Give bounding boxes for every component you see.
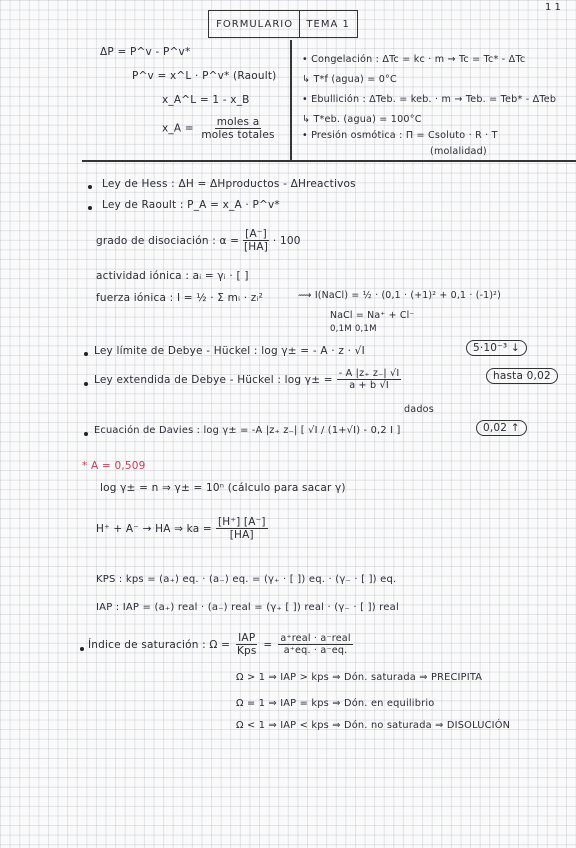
kps-formula: KPS : kps = (a₊) eq. · (a₋) eq. = (γ₊ · [ ]) eq. · (γ₋ · [ ]) eq. <box>96 574 397 585</box>
iap-formula: IAP : IAP = (a₊) real · (a₋) real = (γ₊ [ ]) real · (γ₋ · [ ]) real <box>96 602 399 613</box>
davies-equation: Ecuación de Davies : log γ± = -A |z₊ z₋| [ √I / (1+√I) - 0,2 I ] <box>94 425 401 436</box>
debye-ext-den: a + b √I <box>349 380 389 391</box>
debye-huckel-limit-range: 5·10⁻³ ↓ <box>466 342 527 354</box>
molar-fraction-lhs: x_A = <box>162 122 194 135</box>
title-right: TEMA 1 <box>306 18 350 30</box>
vertical-divider <box>290 40 292 160</box>
dissociation-lhs: grado de disociación : α = <box>96 234 240 247</box>
nacl-dissociation: NaCl = Na⁺ + Cl⁻ <box>330 310 415 321</box>
saturation-case-greater: Ω > 1 ⇒ IAP > kps ⇒ Dón. saturada ⇒ PRECIPITA <box>236 672 483 683</box>
freezing-water: ↳ T*f (agua) = 0°C <box>302 74 397 85</box>
boiling-water: ↳ T*eb. (agua) = 100°C <box>302 114 422 125</box>
bullet-icon <box>84 352 88 356</box>
debye-huckel-extended-range: hasta 0,02 <box>486 370 558 382</box>
freezing-formula: • Congelación : ΔTc = kc · m → Tc = Tc* - ΔTc <box>302 54 526 65</box>
saturation-den1: Kps <box>236 645 257 657</box>
constant-a: * A = 0,509 <box>82 460 146 472</box>
pressure-drop-formula: ΔP = P^v - P^v* <box>100 46 191 58</box>
page-number: 1 1 <box>545 2 561 13</box>
molar-fraction-den: moles totales <box>201 129 275 141</box>
bullet-icon <box>88 185 92 189</box>
debye-ext-num: - A |z₊ z₋| √I <box>338 368 400 379</box>
saturation-den2: a⁺eq. · a⁻eq. <box>283 645 348 656</box>
dissociation-num: [A⁻] <box>245 228 267 240</box>
hess-law: Ley de Hess : ΔH = ΔHproductos - ΔHreactivos <box>102 178 356 190</box>
bullet-icon <box>84 382 88 386</box>
title-left: FORMULARIO <box>216 18 294 30</box>
davies-range: 0,02 ↑ <box>476 422 527 434</box>
bullet-icon <box>84 432 88 436</box>
bullet-icon <box>80 647 84 651</box>
debye-huckel-extended <box>94 368 401 391</box>
osmotic-note: (molalidad) <box>430 146 487 157</box>
debye-huckel-limit: Ley límite de Debye - Hückel : log γ± = - A · z · √I <box>94 345 365 357</box>
saturation-index: Índice de saturación : Ω = $\frac{\text{IAP}}{\text{Kps}}$ = $\frac{\text{a⁺real · a⁻real}}{a^+eq. \cdot a^-eq.}$ <box>88 632 351 657</box>
log-gamma-calc: log γ± = n ⇒ γ± = 10ⁿ (cálculo para sacar γ) <box>100 482 346 494</box>
bullet-icon <box>88 206 92 210</box>
debye-ext-lhs: Ley extendida de Debye - Hückel : log γ± = <box>94 373 333 386</box>
ka-den: [HA] <box>229 529 254 541</box>
saturation-case-equal: Ω = 1 ⇒ IAP = kps ⇒ Dón. en equilibrio <box>236 698 435 709</box>
raoult-vapor-formula: P^v = x^L · P^v* (Raoult) <box>132 70 277 82</box>
dissociation-rhs: · 100 <box>272 234 301 247</box>
saturation-case-less: Ω < 1 ⇒ IAP < kps ⇒ Dón. no saturada ⇒ DISOLUCIÓN <box>236 720 511 731</box>
saturation-num2: a⁺real · a⁻real <box>280 633 351 644</box>
acid-constant <box>96 516 268 541</box>
given-note: dados <box>404 404 434 415</box>
osmotic-formula: • Presión osmótica : Π = Csoluto · R · T <box>302 130 498 141</box>
ionic-strength: fuerza iónica : I = ½ · Σ mᵢ · zᵢ² <box>96 292 263 304</box>
page-title <box>208 10 358 38</box>
ka-lhs: H⁺ + A⁻ → HA ⇒ ka = <box>96 522 212 535</box>
saturation-lhs: Índice de saturación : Ω = <box>88 638 231 651</box>
nacl-concentrations: 0,1M 0,1M <box>330 324 377 334</box>
boiling-formula: • Ebullición : ΔTeb. = keb. · m → Teb. = Teb* - ΔTeb <box>302 94 557 105</box>
raoult-law: Ley de Raoult : P_A = x_A · P^v* <box>102 199 280 211</box>
horizontal-divider <box>82 160 576 162</box>
title-divider <box>299 11 300 37</box>
ionic-strength-example: ⟿ I(NaCl) = ½ · (0,1 · (+1)² + 0,1 · (-1)²) <box>298 290 501 301</box>
ionic-activity: actividad iónica : aᵢ = γᵢ · [ ] <box>96 270 249 282</box>
ka-num: [H⁺] [A⁻] <box>217 516 266 528</box>
molar-fraction-num: moles a <box>216 116 260 128</box>
saturation-num1: IAP <box>238 632 256 644</box>
dissociation-degree <box>96 228 301 253</box>
dissociation-den: [HA] <box>243 241 269 253</box>
molar-fraction-definition <box>162 116 275 141</box>
molar-fraction-formula: x_A^L = 1 - x_B <box>162 94 250 106</box>
